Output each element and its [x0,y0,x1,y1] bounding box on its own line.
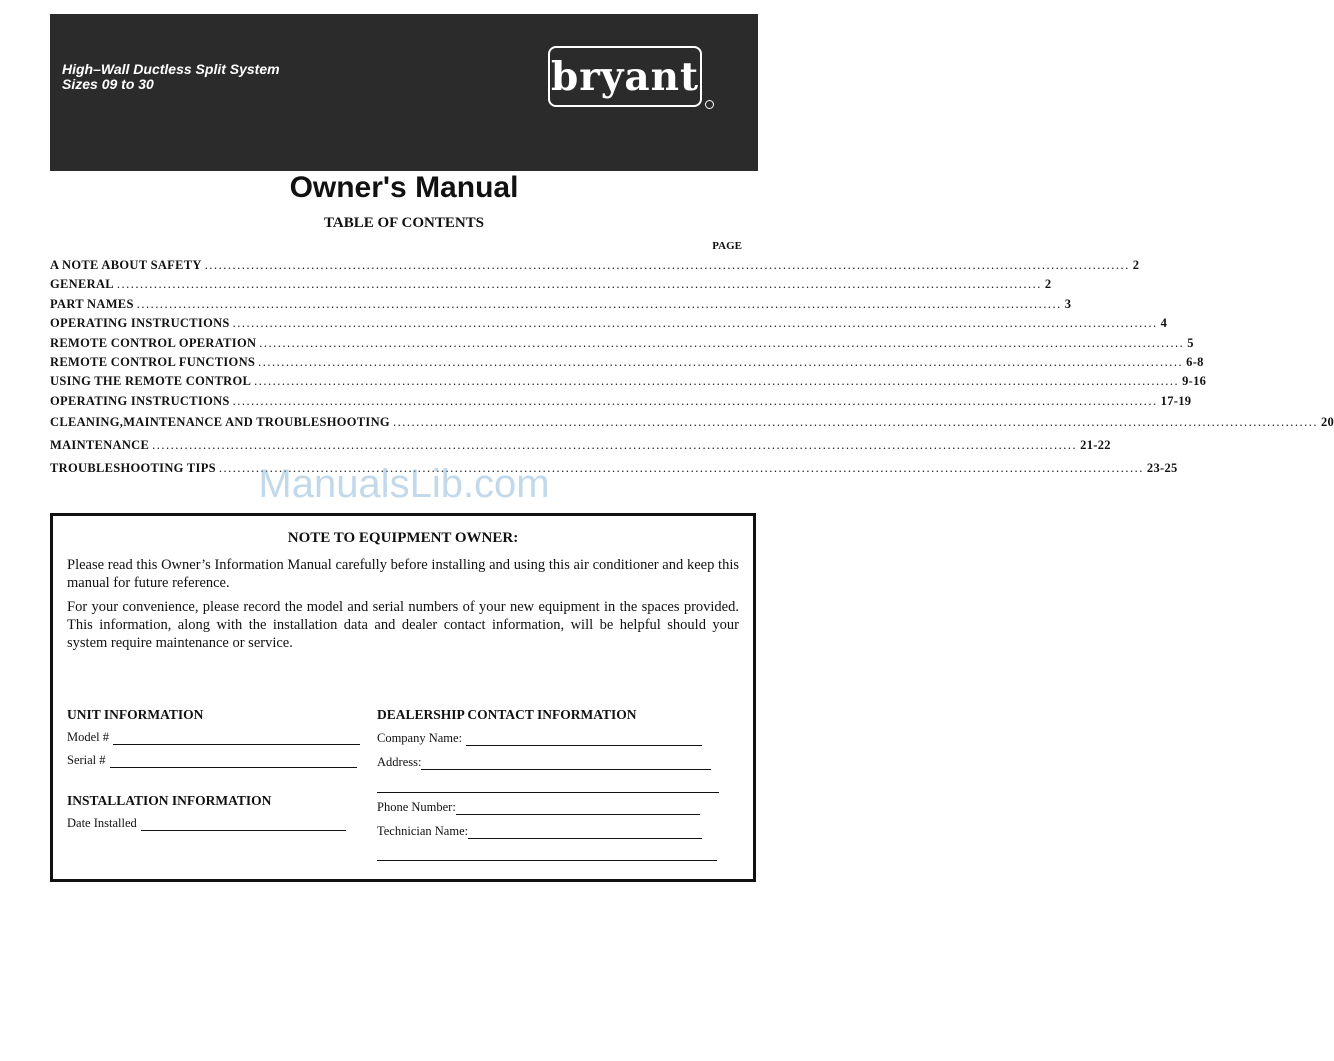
toc-entry[interactable] [50,415,1334,430]
address-label: Address: [377,755,422,769]
registered-mark-icon [705,100,714,109]
technician-name-label: Technician Name: [377,824,469,838]
unit-info-heading: UNIT INFORMATION [67,707,204,722]
toc-entry-page: 2 [1044,277,1052,291]
watermark: ManualsLib.com [258,462,550,506]
toc-leader-dots: ........................................................................................................................................................................................................ [258,355,1184,369]
date-installed-label: Date Installed [67,816,137,830]
toc-heading: TABLE OF CONTENTS [323,215,485,231]
toc-entry-label: MAINTENANCE [50,438,150,452]
toc-entry[interactable] [50,316,1168,331]
toc-entry-label: USING THE REMOTE CONTROL [50,374,252,388]
product-subtitle [62,62,280,92]
company-name-line[interactable] [466,731,702,746]
toc-entry[interactable] [50,374,1207,389]
toc-leader-dots: ........................................................................................................................................................................................................ [116,277,1042,291]
toc-entry-label: CLEANING,MAINTENANCE AND TROUBLESHOOTING [50,415,390,429]
toc-entry[interactable] [50,394,1192,409]
toc-leader-dots: ........................................................................................................................................................................................................ [232,316,1158,330]
toc-entry-label: GENERAL [50,277,114,291]
note-title: NOTE TO EQUIPMENT OWNER: [287,530,519,546]
toc-entry-page: 3 [1064,297,1072,311]
toc-entry-label: REMOTE CONTROL FUNCTIONS [50,355,256,369]
toc-entry-page: 9-16 [1182,374,1207,388]
toc-entry-label: OPERATING INSTRUCTIONS [50,316,230,330]
phone-number-line[interactable] [456,800,700,815]
toc-entry-page: 17-19 [1160,394,1192,408]
equipment-owner-note [50,513,756,882]
dealership-info-heading: DEALERSHIP CONTACT INFORMATION [377,707,637,722]
subtitle-line-1: High–Wall Ductless Split System [62,61,280,77]
toc-leader-dots: ........................................................................................................................................................................................................ [232,394,1158,408]
date-installed-field[interactable] [67,816,346,831]
model-field[interactable] [67,730,360,745]
note-paragraph-1: Please read this Owner’s Information Manual carefully before installing and using this air conditioner and keep this manual for future reference. [67,557,739,591]
toc-leader-dots: ........................................................................................................................................................................................................ [136,297,1062,311]
toc-entry[interactable] [50,336,1194,351]
toc-leader-dots: ........................................................................................................................................................................................................ [204,258,1130,272]
date-installed-line[interactable] [141,816,346,831]
toc-entry-label: A NOTE ABOUT SAFETY [50,258,202,272]
toc-entry[interactable] [50,277,1052,292]
toc-entry-label: REMOTE CONTROL OPERATION [50,336,257,350]
toc-entry-page: 20 [1320,415,1334,429]
toc-entry[interactable] [50,355,1204,370]
serial-line[interactable] [110,753,357,768]
toc-entry-page: 23-25 [1146,461,1178,475]
toc-entry[interactable] [50,297,1072,312]
phone-number-field[interactable] [377,800,700,815]
bryant-logo: bryant [548,46,702,107]
address-field[interactable] [377,755,711,770]
technician-name-line[interactable] [468,824,702,839]
address-line-2[interactable] [377,792,719,793]
toc-entry-page: 2 [1132,258,1140,272]
toc-entry-label: TROUBLESHOOTING TIPS [50,461,216,475]
toc-entry-page: 4 [1160,316,1168,330]
toc-entry-label: OPERATING INSTRUCTIONS [50,394,230,408]
toc-leader-dots: ........................................................................................................................................................................................................ [259,336,1185,350]
subtitle-line-2: Sizes 09 to 30 [62,76,154,92]
serial-field[interactable] [67,753,357,768]
toc-entry-page: 6-8 [1186,355,1204,369]
model-label: Model # [67,730,110,744]
company-name-field[interactable] [377,731,702,746]
header-banner [50,14,758,171]
toc-entry-label: PART NAMES [50,297,134,311]
toc-leader-dots: ........................................................................................................................................................................................................ [392,415,1318,429]
model-line[interactable] [113,730,360,745]
toc-page-column-label: PAGE [712,240,742,252]
toc-entry[interactable] [50,258,1140,273]
toc-entry-page: 5 [1187,336,1194,350]
toc-leader-dots: ........................................................................................................................................................................................................ [254,374,1180,388]
toc-entry-page: 21-22 [1080,438,1111,452]
note-paragraph-2: For your convenience, please record the model and serial numbers of your new equipment in the spaces provided. This information, along with the installation data and dealer contact information, will be helpful should your system require maintenance or service. [67,599,739,651]
installation-info-heading: INSTALLATION INFORMATION [67,793,272,808]
toc-entry[interactable] [50,438,1111,453]
technician-line-2[interactable] [377,860,717,861]
phone-number-label: Phone Number: [377,800,456,814]
page-title: Owner's Manual [289,171,519,204]
toc-leader-dots: ........................................................................................................................................................................................................ [218,461,1144,475]
address-line[interactable] [421,755,711,770]
company-name-label: Company Name: [377,731,463,745]
serial-label: Serial # [67,753,106,767]
technician-name-field[interactable] [377,824,702,839]
toc-leader-dots: ........................................................................................................................................................................................................ [152,438,1078,452]
